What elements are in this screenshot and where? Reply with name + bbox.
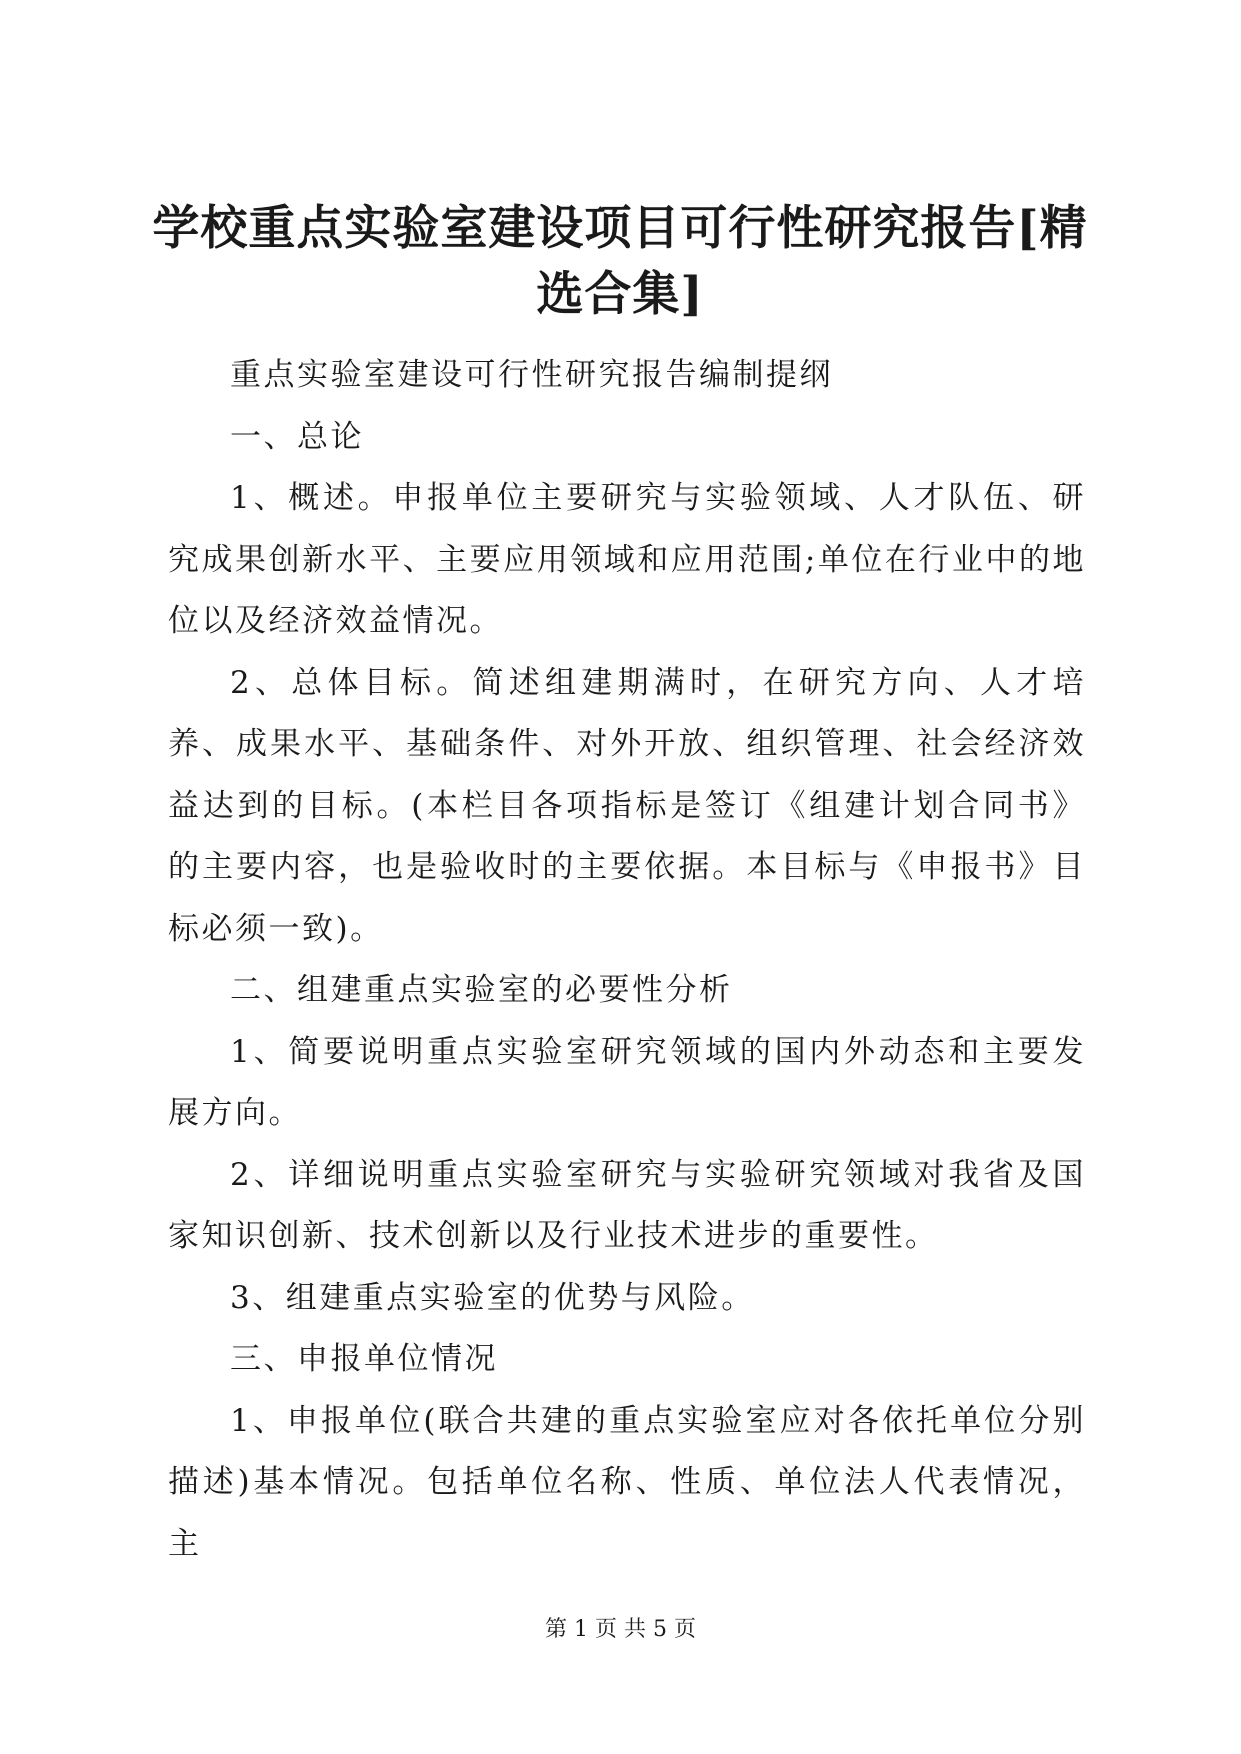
section-heading-applicant: 三、申报单位情况 [230, 1341, 498, 1377]
paragraph-domestic-foreign-trends: 1、简要说明重点实验室研究领域的国内外动态和主要发展方向。 [168, 1033, 1086, 1131]
paragraph-advantages-risks: 3、组建重点实验室的优势与风险。 [230, 1279, 755, 1316]
paragraph-applicant-basic-info: 1、申报单位(联合共建的重点实验室应对各依托单位分别描述)基本情况。包括单位名称、性质、单位法人代表情况，主 [168, 1402, 1086, 1562]
document-body [168, 345, 1086, 1575]
paragraph-overall-goal: 2、总体目标。简述组建期满时，在研究方向、人才培养、成果水平、基础条件、对外开放、组织管理、社会经济效益达到的目标。(本栏目各项指标是签订《组建计划合同书》的主要内容，也是验收时的主要依据。本目标与《申报书》目标必须一致)。 [168, 664, 1086, 947]
document-title: 学校重点实验室建设项目可行性研究报告[精选合集] [152, 201, 1088, 322]
section-heading-general: 一、总论 [230, 418, 364, 455]
section-heading-necessity: 二、组建重点实验室的必要性分析 [230, 972, 733, 1008]
paragraph-importance: 2、详细说明重点实验室研究与实验研究领域对我省及国家知识创新、技术创新以及行业技术进步的重要性。 [168, 1156, 1086, 1254]
page-number-footer: 第 1 页 共 5 页 [545, 1617, 696, 1642]
paragraph-overview: 1、概述。申报单位主要研究与实验领域、人才队伍、研究成果创新水平、主要应用领域和应用范围;单位在行业中的地位以及经济效益情况。 [168, 480, 1086, 639]
paragraph-outline-heading: 重点实验室建设可行性研究报告编制提纲 [230, 357, 833, 393]
